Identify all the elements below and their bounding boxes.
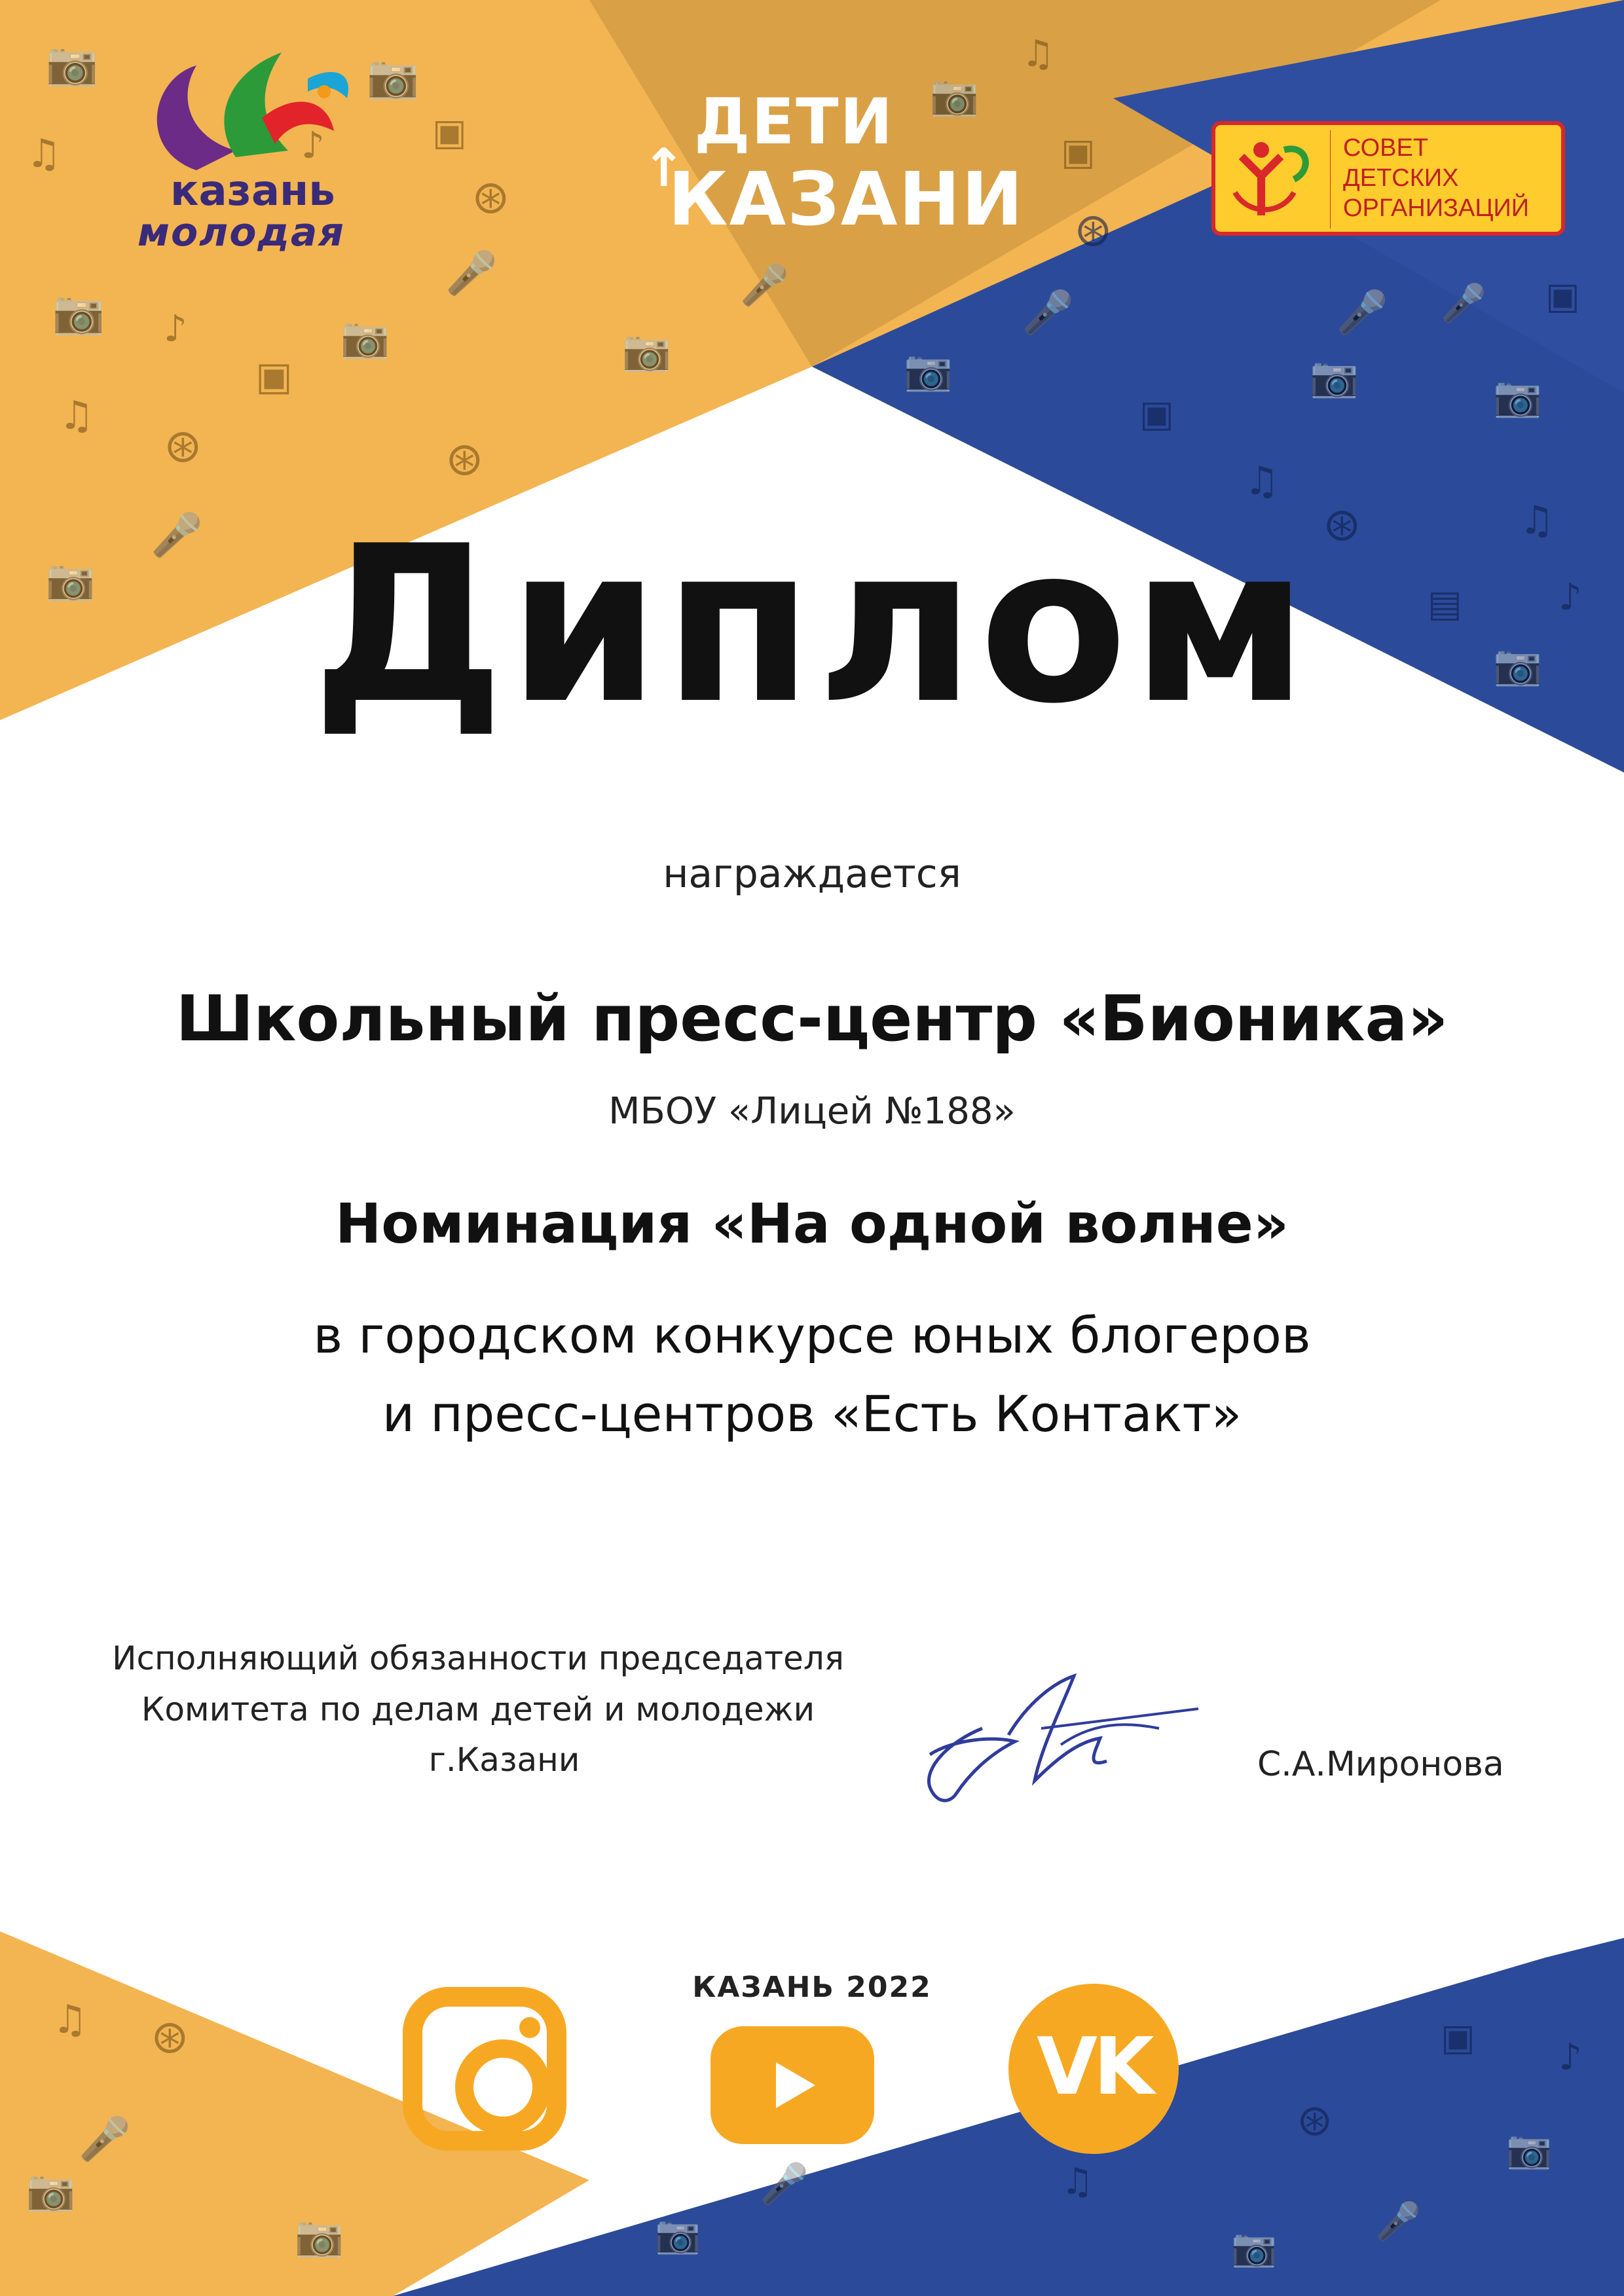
recipient-name: Школьный пресс-центр «Бионика» [175, 982, 1449, 1055]
microphone-icon: 🎤 [760, 2161, 809, 2207]
music-note-icon: ♪ [1559, 2036, 1582, 2079]
deti-kazani-logo [642, 85, 1024, 255]
instagram-icon[interactable] [403, 1987, 566, 2151]
picture-icon: ▣ [1061, 131, 1096, 173]
camera-icon: 📷 [341, 315, 390, 361]
camera-icon: 📷 [1506, 2128, 1552, 2171]
sovet-line1: СОВЕТ [1343, 134, 1429, 162]
music-note-icon: ♪ [301, 124, 325, 167]
music-note-icon: ♫ [26, 131, 62, 177]
film-reel-icon: ⊛ [1297, 2095, 1333, 2145]
film-reel-icon: ⊛ [1074, 203, 1113, 257]
kazan-molodaya-emblem-icon [98, 39, 413, 183]
camera-icon: 📷 [52, 289, 105, 337]
camera-icon: 📷 [655, 2214, 701, 2256]
city-year: КАЗАНЬ 2022 [692, 1971, 932, 2004]
picture-icon: ▣ [1139, 393, 1174, 435]
music-note-icon: ♫ [52, 1997, 88, 2043]
vk-icon[interactable] [1008, 1984, 1179, 2154]
camera-icon: 📷 [904, 348, 953, 393]
awarded-text: награждается [663, 851, 961, 897]
camera-icon: 📷 [1493, 374, 1542, 420]
camera-icon: 📷 [930, 73, 979, 118]
school-name: МБОУ «Лицей №188» [608, 1090, 1016, 1133]
camera-icon: 📷 [46, 40, 98, 88]
picture-icon: ▣ [255, 354, 293, 399]
film-reel-icon: ⊛ [164, 419, 202, 473]
camera-icon: 📷 [26, 2168, 75, 2214]
microphone-icon: 🎤 [1441, 282, 1486, 325]
film-reel-icon: ⊛ [151, 2010, 189, 2064]
contest-line-2: и пресс-центров «Есть Контакт» [382, 1385, 1242, 1443]
vk-logo-text: VK [1037, 2022, 1151, 2113]
picture-icon: ▣ [432, 111, 467, 154]
kazan-molodaya-logo [98, 39, 413, 262]
film-reel-icon: ⊛ [471, 170, 510, 224]
bottom-blue-panel [393, 1958, 1545, 2296]
camera-icon: 📷 [46, 557, 95, 603]
up-arrow-icon: ↑ [642, 137, 686, 198]
microphone-icon: 🎤 [1022, 289, 1074, 337]
camera-icon: 📷 [367, 53, 419, 101]
youtube-icon[interactable] [710, 2026, 874, 2144]
picture-icon: ▣ [1545, 275, 1580, 318]
signature [910, 1663, 1211, 1813]
kazan-logo-line2: молодая [138, 210, 345, 255]
microphone-icon: 🎤 [445, 249, 498, 298]
camera-icon: 📷 [295, 2214, 344, 2259]
camera-icon: 📷 [1493, 642, 1542, 688]
instagram-dot [519, 2017, 540, 2038]
speaker-icon: ▤ [1428, 583, 1462, 625]
camera-icon: 📷 [1310, 354, 1359, 400]
signatory-position-line3: г.Казани [428, 1741, 580, 1779]
sovet-logo [1211, 121, 1565, 236]
film-reel-icon: ⊛ [445, 432, 484, 486]
sovet-emblem-icon [1222, 130, 1320, 228]
kazan-logo-line1: казань [170, 167, 335, 215]
film-reel-icon: ⊛ [1323, 498, 1361, 551]
nomination-text: Номинация «На одной волне» [335, 1192, 1289, 1256]
music-note-icon: ♫ [1519, 498, 1555, 543]
music-note-icon: ♫ [1244, 458, 1280, 504]
contest-line-1: в городском конкурсе юных блогеров [313, 1306, 1311, 1364]
sovet-divider [1330, 130, 1331, 228]
signatory-position-line2: Комитета по делам детей и молодежи [141, 1690, 815, 1728]
sovet-line3: ОРГАНИЗАЦИЙ [1343, 194, 1530, 222]
signatory-position-line1: Исполняющий обязанности председателя [112, 1639, 844, 1677]
music-note-icon: ♪ [1559, 576, 1582, 619]
music-note-icon: ♪ [164, 308, 187, 350]
microphone-icon: 🎤 [740, 263, 789, 308]
music-note-icon: ♫ [1022, 33, 1055, 75]
play-triangle-icon [710, 2026, 874, 2144]
music-note-icon: ♫ [59, 393, 94, 439]
signatory-name: С.А.Миронова [1257, 1745, 1504, 1784]
camera-icon: 📷 [622, 328, 671, 374]
deti-kazani-line2: КАЗАНИ [668, 157, 1024, 242]
camera-icon: 📷 [1231, 2227, 1277, 2269]
microphone-icon: 🎤 [1336, 289, 1388, 337]
deti-kazani-line1: ДЕТИ [694, 85, 894, 158]
signatory-position [98, 1633, 858, 1786]
music-note-icon: ♫ [1061, 2160, 1094, 2203]
microphone-icon: 🎤 [79, 2115, 131, 2164]
picture-icon: ▣ [1441, 2016, 1475, 2059]
microphone-icon: 🎤 [1375, 2200, 1421, 2243]
microphone-icon: 🎤 [151, 511, 203, 560]
instagram-lens [455, 2039, 551, 2135]
diploma-title: Диплом [312, 500, 1312, 751]
sovet-line2: ДЕТСКИХ [1343, 164, 1459, 192]
